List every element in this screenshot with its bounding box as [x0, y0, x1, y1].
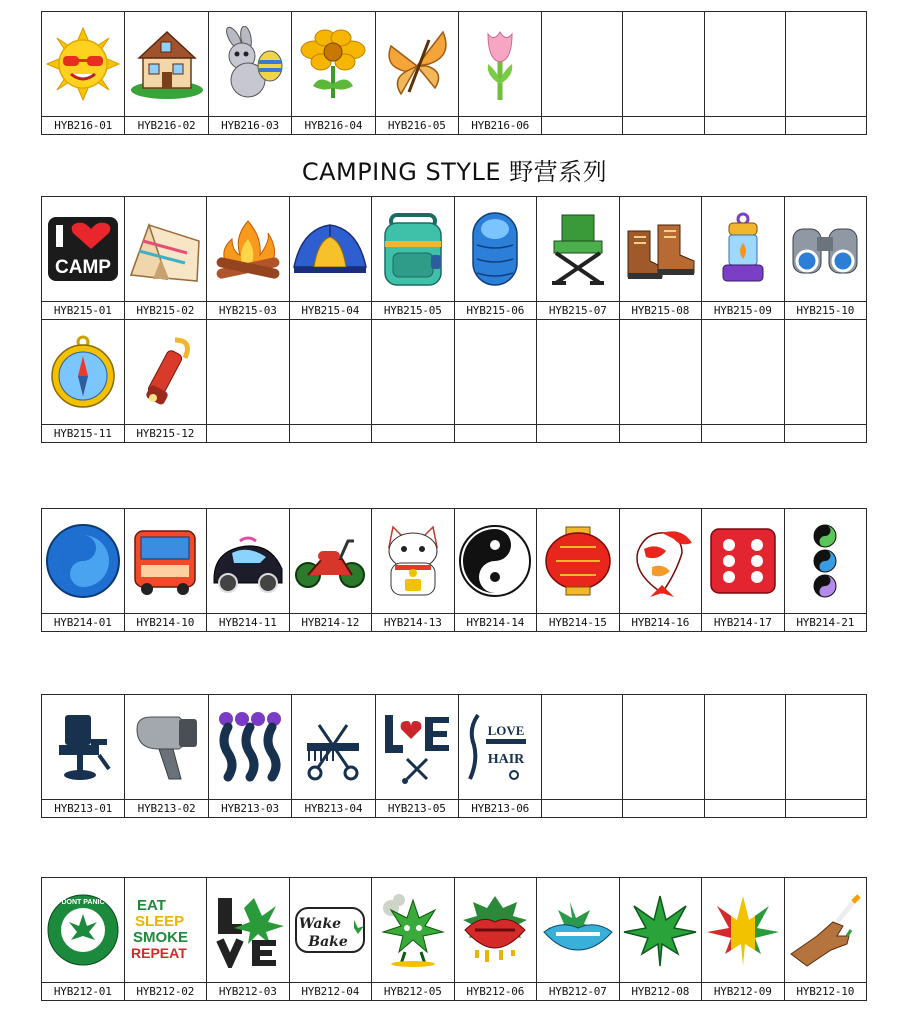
love-text: LOVE [487, 723, 525, 738]
cell-hyb214-10 [124, 509, 207, 614]
product-code [619, 425, 702, 443]
product-code [207, 425, 290, 443]
cell-hyb215-07 [537, 197, 620, 302]
tent-icon [127, 211, 203, 287]
cell-hyb215-03 [207, 197, 290, 302]
cell-empty [623, 12, 704, 117]
product-code: HYB212-03 [207, 983, 290, 1001]
cell-hyb216-05 [375, 12, 458, 117]
backpack-icon [375, 211, 451, 287]
cell-hyb214-16 [619, 509, 702, 614]
cell-hyb215-12 [124, 320, 207, 425]
cell-hyb214-13 [372, 509, 455, 614]
cell-hyb216-02 [125, 12, 208, 117]
image-row [42, 878, 867, 983]
product-code: HYB214-14 [454, 614, 537, 632]
product-code: HYB216-01 [42, 117, 125, 135]
product-code: HYB215-03 [207, 302, 290, 320]
product-code [289, 425, 372, 443]
product-code: HYB212-10 [784, 983, 867, 1001]
product-code [704, 800, 785, 818]
code-row [42, 117, 867, 135]
cell-hyb212-07 [537, 878, 620, 983]
cell-empty [704, 12, 785, 117]
cell-hyb216-06 [458, 12, 541, 117]
cell-empty [623, 695, 704, 800]
cell-hyb212-01 [42, 878, 125, 983]
product-code [704, 117, 785, 135]
product-code: HYB214-12 [289, 614, 372, 632]
product-code: HYB212-01 [42, 983, 125, 1001]
barber-chair-icon [45, 709, 121, 785]
lips-icon [457, 892, 533, 968]
tulip-icon [462, 26, 538, 102]
product-code [454, 425, 537, 443]
cell-hyb213-03 [208, 695, 291, 800]
camp-chair-icon [540, 211, 616, 287]
cell-hyb215-10 [784, 197, 867, 302]
cell-empty [207, 320, 290, 425]
image-row [42, 320, 867, 425]
lantern-icon [705, 211, 781, 287]
cell-hyb216-01 [42, 12, 125, 117]
triple-yin-yang-icon [787, 523, 863, 599]
product-code: HYB215-08 [619, 302, 702, 320]
product-code [623, 117, 704, 135]
image-row [42, 12, 867, 117]
product-code [785, 800, 866, 818]
cell-hyb213-04 [292, 695, 375, 800]
cell-hyb215-09 [702, 197, 785, 302]
cell-hyb212-08 [619, 878, 702, 983]
product-code: HYB215-05 [372, 302, 455, 320]
product-code: HYB215-04 [289, 302, 372, 320]
product-code: HYB213-05 [375, 800, 458, 818]
product-code: HYB215-06 [454, 302, 537, 320]
cell-empty [542, 12, 623, 117]
product-code: HYB212-04 [289, 983, 372, 1001]
product-code: HYB214-21 [784, 614, 867, 632]
cell-hyb215-08 [619, 197, 702, 302]
table-hyb215 [41, 196, 867, 443]
product-code [785, 117, 866, 135]
cell-hyb216-04 [292, 12, 375, 117]
binoculars-icon [787, 211, 863, 287]
cell-hyb214-15 [537, 509, 620, 614]
leaf-character-icon [375, 892, 451, 968]
cell-hyb214-11 [207, 509, 290, 614]
hair-dryer-icon [129, 709, 205, 785]
product-code: HYB214-16 [619, 614, 702, 632]
car-icon [210, 523, 286, 599]
bake-text: Bake [308, 934, 349, 950]
cell-hyb215-11 [42, 320, 125, 425]
product-code: HYB216-05 [375, 117, 458, 135]
cell-hyb215-02 [124, 197, 207, 302]
cell-hyb213-02 [125, 695, 208, 800]
yin-yang-icon [457, 523, 533, 599]
love-hair-icon [462, 709, 538, 785]
house-icon [129, 26, 205, 102]
cell-hyb214-14 [454, 509, 537, 614]
product-code: HYB212-02 [124, 983, 207, 1001]
cell-empty [784, 320, 867, 425]
dice-icon [705, 523, 781, 599]
repeat-text: REPEAT [131, 945, 187, 961]
boots-icon [622, 211, 698, 287]
cell-hyb212-05 [372, 878, 455, 983]
product-code: HYB212-09 [702, 983, 785, 1001]
sleep-text: SLEEP [135, 913, 185, 930]
product-code: HYB214-13 [372, 614, 455, 632]
cell-hyb214-21 [784, 509, 867, 614]
product-code: HYB215-11 [42, 425, 125, 443]
cell-empty [454, 320, 537, 425]
cell-hyb213-05 [375, 695, 458, 800]
product-code: HYB214-11 [207, 614, 290, 632]
dont-panic-text: DONT PANIC [61, 899, 105, 906]
product-code: HYB216-06 [458, 117, 541, 135]
cell-hyb213-01 [42, 695, 125, 800]
love-leaf-icon [210, 892, 286, 968]
code-row [42, 800, 867, 818]
product-code [623, 800, 704, 818]
product-code: HYB215-07 [537, 302, 620, 320]
code-row [42, 983, 867, 1001]
lucky-cat-icon [375, 523, 451, 599]
product-code [542, 117, 623, 135]
sleeping-bag-icon [457, 211, 533, 287]
product-code: HYB213-02 [125, 800, 208, 818]
butterfly-icon [379, 26, 455, 102]
table-hyb216 [41, 11, 867, 135]
comb-scissors-icon [295, 709, 371, 785]
hair-text: HAIR [487, 752, 525, 767]
eat-text: EAT [137, 897, 167, 914]
cell-empty [785, 12, 866, 117]
product-code: HYB215-02 [124, 302, 207, 320]
cell-empty [702, 320, 785, 425]
smoke-text: SMOKE [133, 929, 189, 946]
hand-joint-icon [787, 892, 863, 968]
product-code: HYB215-10 [784, 302, 867, 320]
product-code: HYB216-04 [292, 117, 375, 135]
product-code: HYB216-03 [208, 117, 291, 135]
love-scissors-icon [379, 709, 455, 785]
dome-tent-icon [292, 211, 368, 287]
product-code: HYB212-06 [454, 983, 537, 1001]
wake-text: Wake [299, 916, 342, 932]
product-code: HYB212-08 [619, 983, 702, 1001]
cell-hyb214-17 [702, 509, 785, 614]
product-code: HYB214-10 [124, 614, 207, 632]
product-code: HYB216-02 [125, 117, 208, 135]
cell-hyb214-12 [289, 509, 372, 614]
cell-hyb214-01 [42, 509, 125, 614]
cell-hyb215-04 [289, 197, 372, 302]
product-code: HYB215-09 [702, 302, 785, 320]
koi-fish-icon [622, 523, 698, 599]
image-row [42, 695, 867, 800]
product-code [784, 425, 867, 443]
rasta-leaf-icon [705, 892, 781, 968]
product-code [372, 425, 455, 443]
cell-empty [289, 320, 372, 425]
leaf-lips-icon [540, 892, 616, 968]
table-hyb214 [41, 508, 867, 632]
product-code: HYB213-03 [208, 800, 291, 818]
product-code: HYB213-04 [292, 800, 375, 818]
cell-empty [372, 320, 455, 425]
cell-hyb212-04 [289, 878, 372, 983]
product-code: HYB214-01 [42, 614, 125, 632]
i-love-camp-icon [45, 211, 121, 287]
cell-hyb215-05 [372, 197, 455, 302]
product-code: HYB213-06 [458, 800, 541, 818]
cell-hyb212-06 [454, 878, 537, 983]
wigs-icon [212, 709, 288, 785]
image-row [42, 197, 867, 302]
product-code: HYB215-12 [124, 425, 207, 443]
product-code [537, 425, 620, 443]
table-hyb213 [41, 694, 867, 818]
product-code [702, 425, 785, 443]
product-code: HYB212-07 [537, 983, 620, 1001]
dont-panic-badge-icon [45, 892, 121, 968]
cell-hyb212-10 [784, 878, 867, 983]
product-code: HYB213-01 [42, 800, 125, 818]
cell-hyb212-09 [702, 878, 785, 983]
product-code: HYB215-01 [42, 302, 125, 320]
product-code: HYB212-05 [372, 983, 455, 1001]
cell-empty [537, 320, 620, 425]
cell-hyb212-02 [124, 878, 207, 983]
cell-hyb216-03 [208, 12, 291, 117]
cell-empty [785, 695, 866, 800]
wake-bake-icon [292, 892, 368, 968]
sunflower-icon [295, 26, 371, 102]
cell-empty [704, 695, 785, 800]
cell-hyb213-06 [458, 695, 541, 800]
cell-empty [542, 695, 623, 800]
cell-empty [619, 320, 702, 425]
chinese-lantern-icon [540, 523, 616, 599]
cell-hyb212-03 [207, 878, 290, 983]
table-hyb212 [41, 877, 867, 1001]
campfire-icon [210, 211, 286, 287]
code-row [42, 425, 867, 443]
code-row [42, 614, 867, 632]
flashlight-icon [127, 334, 203, 410]
cell-hyb215-01 [42, 197, 125, 302]
image-row [42, 509, 867, 614]
eat-sleep-smoke-icon [127, 892, 203, 968]
product-code: HYB214-15 [537, 614, 620, 632]
yin-yang-blue-icon [45, 523, 121, 599]
code-row [42, 302, 867, 320]
cell-hyb215-06 [454, 197, 537, 302]
rabbit-icon [212, 26, 288, 102]
cannabis-leaf-icon [622, 892, 698, 968]
camp-text: CAMP [54, 257, 111, 278]
compass-icon [45, 334, 121, 410]
sun-icon [45, 26, 121, 102]
motorcycle-icon [292, 523, 368, 599]
bus-icon [127, 523, 203, 599]
section-title: CAMPING STYLE 野营系列 [301, 158, 608, 186]
product-code: HYB214-17 [702, 614, 785, 632]
product-code [542, 800, 623, 818]
